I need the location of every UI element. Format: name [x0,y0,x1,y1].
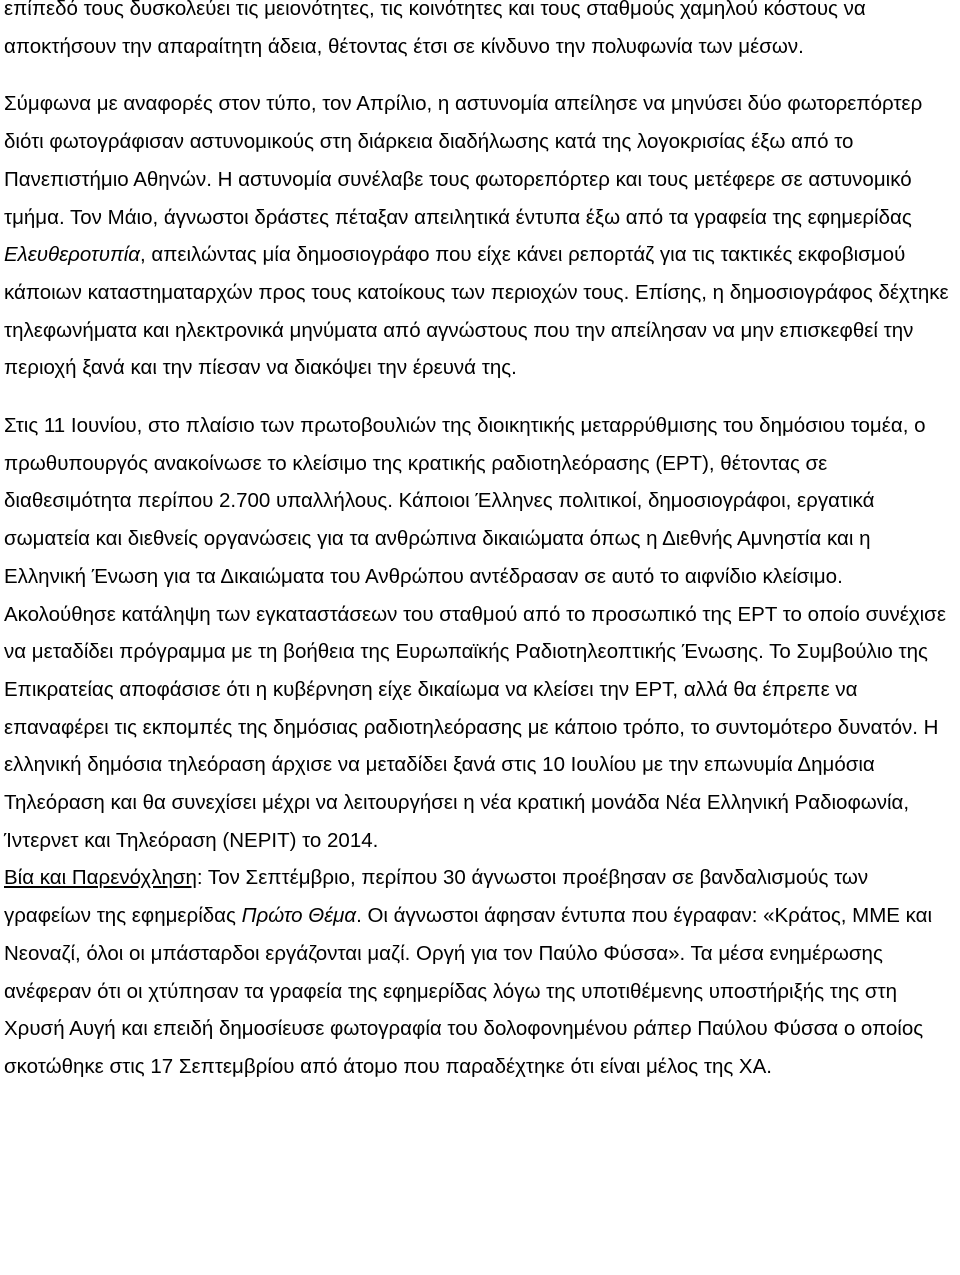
heading-colon: : [196,866,203,890]
paragraph-text: , απειλώντας μία δημοσιογράφο που είχε κάνει ρεπορτάζ για τις τακτικές εκφοβισμού κάποιων καταστηματαρχών προς τους κατοίκους των περιοχών τους. Επίσης, η δημοσιογράφος δέχτηκε τηλεφωνήματα και ηλεκτρονικά μηνύματα από αγνώστους που την απείλησαν να μην επισκεφθεί την περιοχή ξανά και την πίεσαν να διακόψει την έρευνά της. [4,243,949,380]
paragraph-text: Στις 11 Ιουνίου, στο πλαίσιο των πρωτοβουλιών της διοικητικής μεταρρύθμισης του δημόσιου τομέα, ο πρωθυπουργός ανακοίνωσε το κλείσιμο της κρατικής ραδιοτηλεόρασης (ΕΡΤ), θέτοντας σε διαθεσιμότητα περίπου 2.700 υπαλλήλους. Κάποιοι Έλληνες πολιτικοί, δημοσιογράφοι, εργατικά σωματεία και διεθνείς οργανώσεις για τα ανθρώπινα δικαιώματα όπως η Διεθνής Αμνηστία και η Ελληνική Ένωση για τα Δικαιώματα του Ανθρώπου αντέδρασαν σε αυτό το αιφνίδιο κλείσιμο. Ακολούθησε κατάληψη των εγκαταστάσεων του σταθμού από το προσωπικό της ΕΡΤ το οποίο συνέχισε να μεταδίδει πρόγραμμα με τη βοήθεια της Ευρωπαϊκής Ραδιοτηλεοπτικής Ένωσης. Το Συμβούλιο της Επικρατείας αποφάσισε ότι η κυβέρνηση είχε δικαίωμα να κλείσει την ΕΡΤ, αλλά θα έπρεπε να επαναφέρει τις εκπομπές της δημόσιας ραδιοτηλεόρασης με κάποιο τρόπο, το συντομότερο δυνατόν. Η ελληνική δημόσια τηλεόραση άρχισε να μεταδίδει ξανά στις 10 Ιουλίου με την επωνυμία Δημόσια Τηλεόραση και θα συνεχίσει μέχρι να λειτουργήσει η νέα κρατική μονάδα Νέα Ελληνική Ραδιοφωνία, Ίντερνετ και Τηλεόραση (ΝΕΡΙΤ) το 2014. [4,414,946,852]
paragraph-text: Σύμφωνα με αναφορές στον τύπο, τον Απρίλιο, η αστυνομία απείλησε να μηνύσει δύο φωτορεπόρτερ διότι φωτογράφισαν αστυνομικούς στη διάρκεια διαδήλωσης κατά της λογοκρισίας έξω από το Πανεπιστήμιο Αθηνών. Η αστυνομία συνέλαβε τους φωτορεπόρτερ και τους μετέφερε σε αστυνομικό τμήμα. Τον Μάιο, άγνωστοι δράστες πέταξαν απειλητικά έντυπα έξω από τα γραφεία της εφημερίδας [4,92,923,229]
paragraph-violence-harassment [4,859,956,1085]
paragraph-police-threats [4,85,956,387]
paragraph-text: Τον Σεπτέμβριο, περίπου 30 άγνωστοι προέβησαν σε βανδαλισμούς των γραφείων της εφημερίδας [4,866,869,928]
paragraph-media-pluralism [4,0,956,65]
paragraph-text: επίπεδό τους δυσκολεύει τις μειονότητες, τις κοινότητες και τους σταθμούς χαμηλού κόστους να αποκτήσουν την απαραίτητη άδεια, θέτοντας έτσι σε κίνδυνο την πολυφωνία των μέσων. [4,0,866,58]
newspaper-name: Πρώτο Θέμα [241,904,357,928]
paragraph-ert-closure [4,407,956,859]
paragraph-text: . Οι άγνωστοι άφησαν έντυπα που έγραφαν: «Κράτος, ΜΜΕ και Νεοναζί, όλοι οι μπάσταρδοι εργάζονται μαζί. Οργή για τον Παύλο Φύσσα». Τα μέσα ενημέρωσης ανέφεραν ότι οι χτύπησαν τα γραφεία της εφημερίδας λόγω της υποτιθέμενης υποστήριξής της στη Χρυσή Αυγή και επειδή δημοσίευσε φωτογραφία του δολοφονημένου ράπερ Παύλου Φύσσα ο οποίος σκοτώθηκε στις 17 Σεπτεμβρίου από άτομο που παραδέχτηκε ότι είναι μέλος της ΧΑ. [4,904,933,1078]
section-heading: Βία και Παρενόχληση [4,866,197,890]
newspaper-name: Ελευθεροτυπία [4,243,140,267]
document-page [4,0,956,1086]
